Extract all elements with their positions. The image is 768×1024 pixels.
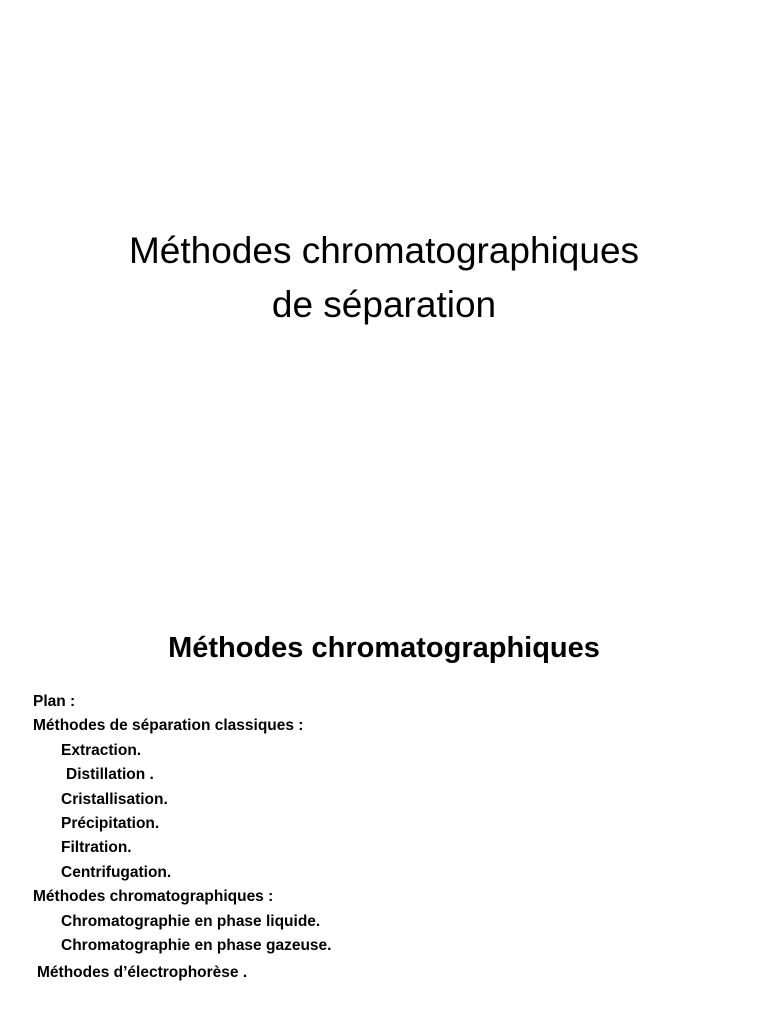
plan-item-distillation: Distillation .: [66, 766, 154, 784]
plan-list: [33, 690, 331, 986]
plan-label: Plan :: [33, 693, 76, 710]
plan-item-centrifugation: Centrifugation.: [61, 863, 172, 881]
plan-item-filtration: Filtration.: [61, 839, 132, 857]
title-line-1: Méthodes chromatographiques: [128, 230, 640, 271]
plan-item-extraction: Extraction.: [61, 741, 142, 759]
plan-section-classic: Méthodes de séparation classiques :: [33, 717, 304, 735]
title-line-2: de séparation: [271, 284, 497, 325]
slide-title-heading: [0, 224, 768, 332]
plan-item-cristallisation: Cristallisation.: [61, 790, 168, 808]
plan-section-electrophoresis: Méthodes d’électrophorèse .: [37, 964, 248, 982]
plan-item-liquid-chromatography: Chromatographie en phase liquide.: [61, 912, 321, 930]
plan-slide-heading: Méthodes chromatographiques: [168, 632, 600, 664]
plan-section-chromatographic: Méthodes chromatographiques :: [33, 888, 274, 906]
plan-item-gas-chromatography: Chromatographie en phase gazeuse.: [61, 937, 332, 955]
slide-plan: [0, 512, 768, 1024]
plan-item-precipitation: Précipitation.: [61, 815, 160, 833]
